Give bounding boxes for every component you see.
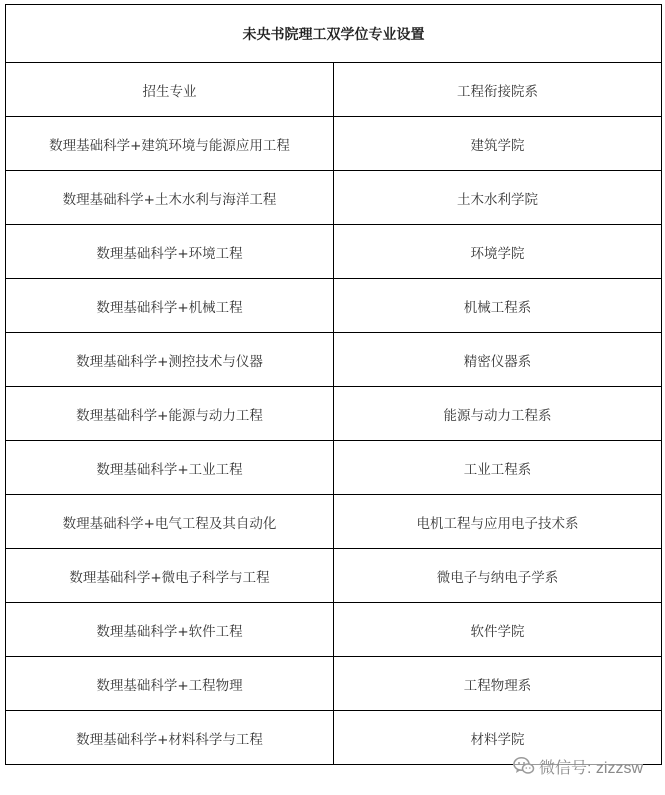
dept-cell: 材料学院 xyxy=(334,711,662,765)
table-row xyxy=(6,603,662,657)
table-row xyxy=(6,171,662,225)
table-row xyxy=(6,117,662,171)
major-cell: 数理基础科学+土木水利与海洋工程 xyxy=(6,171,334,225)
major-cell: 数理基础科学+微电子科学与工程 xyxy=(6,549,334,603)
table-row xyxy=(6,279,662,333)
major-cell: 数理基础科学+机械工程 xyxy=(6,279,334,333)
dept-cell: 建筑学院 xyxy=(334,117,662,171)
major-cell: 数理基础科学+软件工程 xyxy=(6,603,334,657)
major-cell: 数理基础科学+材料科学与工程 xyxy=(6,711,334,765)
wechat-icon xyxy=(513,756,535,776)
major-cell: 数理基础科学+测控技术与仪器 xyxy=(6,333,334,387)
table-row xyxy=(6,333,662,387)
table-row xyxy=(6,387,662,441)
table-row xyxy=(6,657,662,711)
major-cell: 数理基础科学+能源与动力工程 xyxy=(6,387,334,441)
dept-cell: 精密仪器系 xyxy=(334,333,662,387)
table-row xyxy=(6,549,662,603)
major-cell: 数理基础科学+工程物理 xyxy=(6,657,334,711)
dept-cell: 机械工程系 xyxy=(334,279,662,333)
table-row xyxy=(6,495,662,549)
header-major: 招生专业 xyxy=(6,63,334,117)
dept-cell: 电机工程与应用电子技术系 xyxy=(334,495,662,549)
watermark-text: 微信号: zizzsw xyxy=(539,759,644,777)
title-row xyxy=(6,5,662,63)
major-cell: 数理基础科学+建筑环境与能源应用工程 xyxy=(6,117,334,171)
dept-cell: 土木水利学院 xyxy=(334,171,662,225)
table-title: 未央书院理工双学位专业设置 xyxy=(6,5,662,63)
dept-cell: 软件学院 xyxy=(334,603,662,657)
header-row xyxy=(6,63,662,117)
major-cell: 数理基础科学+工业工程 xyxy=(6,441,334,495)
majors-table xyxy=(5,4,662,765)
dept-cell: 微电子与纳电子学系 xyxy=(334,549,662,603)
table-row xyxy=(6,441,662,495)
major-cell: 数理基础科学+环境工程 xyxy=(6,225,334,279)
dept-cell: 环境学院 xyxy=(334,225,662,279)
dept-cell: 工程物理系 xyxy=(334,657,662,711)
major-cell: 数理基础科学+电气工程及其自动化 xyxy=(6,495,334,549)
dept-cell: 工业工程系 xyxy=(334,441,662,495)
header-dept: 工程衔接院系 xyxy=(334,63,662,117)
majors-table-body xyxy=(6,5,662,765)
table-row xyxy=(6,225,662,279)
dept-cell: 能源与动力工程系 xyxy=(334,387,662,441)
wechat-watermark xyxy=(513,752,643,780)
